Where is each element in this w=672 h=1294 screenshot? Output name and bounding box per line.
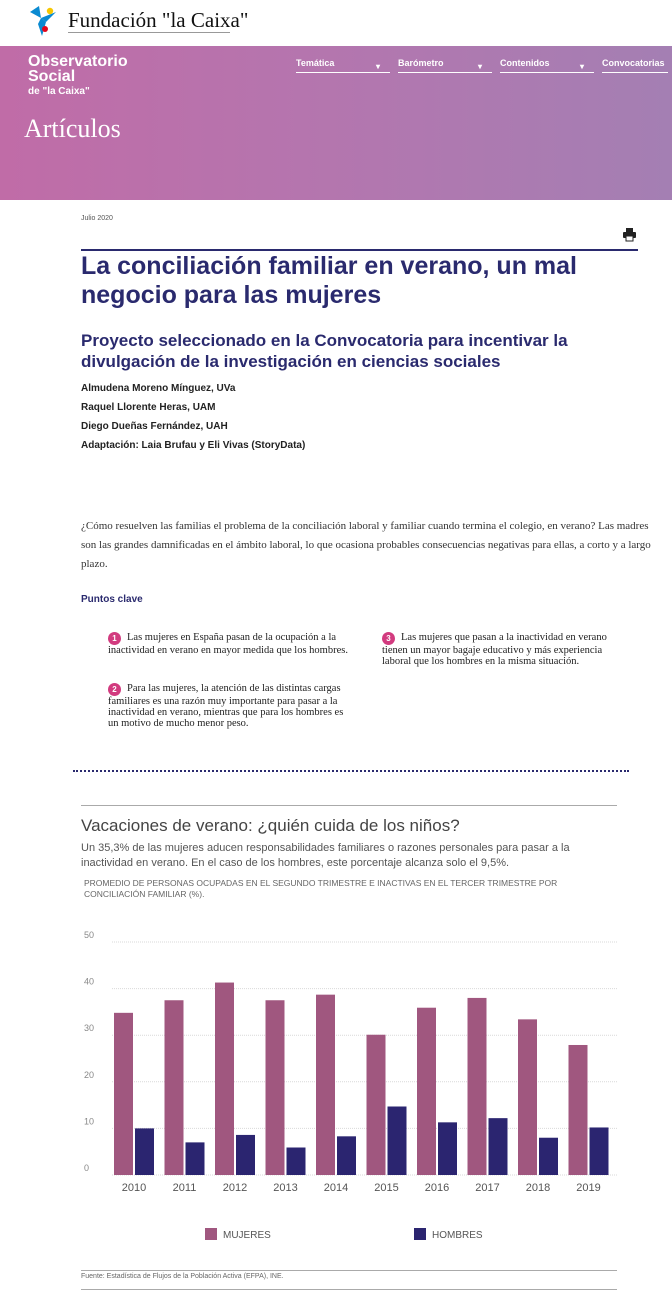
x-tick-label: 2011 <box>172 1182 197 1194</box>
x-tick-label: 2012 <box>222 1182 248 1194</box>
article-subtitle: Proyecto seleccionado en la Convocatoria para incentivar la divulgación de la investigación en ciencias sociales <box>81 331 568 371</box>
article-title: La conciliación familiar en verano, un mal negocio para las mujeres <box>81 252 577 309</box>
bar-mujeres <box>518 1019 537 1175</box>
key-point-number: 3 <box>382 632 395 645</box>
x-tick-label: 2014 <box>323 1182 349 1194</box>
x-tick-label: 2016 <box>424 1182 450 1194</box>
bar-hombres <box>186 1142 205 1175</box>
bar-hombres <box>539 1138 558 1175</box>
y-tick-label: 40 <box>84 976 95 987</box>
brand-name[interactable]: Fundación "la Caixa" <box>68 8 249 32</box>
legend-label: MUJERES <box>223 1230 271 1241</box>
chart-y-label: PROMEDIO DE PERSONAS OCUPADAS EN EL SEGUNDO TRIMESTRE E INACTIVAS EN EL TERCER TRIMESTRE POR CONCILIACIÓN FAMILIAR (%). <box>84 878 558 899</box>
y-tick-label: 30 <box>84 1023 95 1034</box>
bar-mujeres <box>367 1035 386 1175</box>
bar-hombres <box>135 1128 154 1175</box>
article-intro: ¿Cómo resuelven las familias el problema de la conciliación laboral y familiar cuando termina el colegio, en verano? Las madres son las grandes damnificadas en el ámbito laboral, lo que ocasiona probables consecuencias negativas para ellas, a corto y a largo plazo. <box>81 520 651 570</box>
author: Diego Dueñas Fernández, UAH <box>81 421 228 432</box>
source-rule <box>81 1270 617 1271</box>
nav-item-label: Temática <box>296 58 335 68</box>
bottom-rule <box>81 1289 617 1290</box>
observatorio-line1: Observatorio <box>28 53 128 70</box>
observatorio-line3: de "la Caixa" <box>28 86 90 97</box>
bar-hombres <box>287 1148 306 1175</box>
key-point-text: Las mujeres que pasan a la inactividad en verano tienen un mayor bagaje educativo y más experiencia laboral que los hombres en la misma situación. <box>382 632 607 667</box>
legend-item-mujeres <box>205 1228 271 1241</box>
chart-title: Vacaciones de verano: ¿quién cuida de los niños? <box>81 816 460 835</box>
article-date: Julio 2020 <box>81 215 113 222</box>
author: Raquel Llorente Heras, UAM <box>81 402 216 413</box>
chart-source: Fuente: Estadística de Flujos de la Población Activa (EFPA), INE. <box>81 1273 284 1280</box>
x-tick-label: 2013 <box>273 1182 298 1194</box>
bar-hombres <box>337 1136 356 1175</box>
key-point-text: Para las mujeres, la atención de las distintas cargas familiares es una razón muy importante para pasar a la inactividad en verano, mientras que para los hombres es un motivo de mucho menor peso. <box>108 683 344 729</box>
bar-mujeres <box>114 1013 133 1175</box>
bar-mujeres <box>215 983 234 1175</box>
legend-item-hombres <box>414 1228 483 1241</box>
bar-hombres <box>388 1106 407 1175</box>
bar-mujeres <box>569 1045 588 1175</box>
bar-mujeres <box>316 995 335 1175</box>
nav-item-label: Contenidos <box>500 58 550 68</box>
key-point-number: 1 <box>108 632 121 645</box>
bar-mujeres <box>165 1000 184 1175</box>
bar-hombres <box>438 1122 457 1175</box>
bar-hombres <box>590 1127 609 1175</box>
key-point-text: Las mujeres en España pasan de la ocupación a la inactividad en verano en mayor medida que los hombres. <box>108 632 348 656</box>
x-tick-label: 2019 <box>576 1182 601 1194</box>
x-tick-label: 2010 <box>121 1182 147 1194</box>
chevron-down-icon: ▾ <box>478 62 483 71</box>
chevron-down-icon: ▾ <box>580 62 585 71</box>
chart-subtitle: Un 35,3% de las mujeres aducen responsabilidades familiares o razones personales para pasar a la inactividad en verano. En el caso de los hombres, este porcentaje alcanza solo el 9,5%. <box>81 842 570 869</box>
bar-hombres <box>489 1118 508 1175</box>
legend-swatch <box>414 1228 426 1240</box>
bar-mujeres <box>417 1008 436 1175</box>
x-tick-label: 2015 <box>374 1182 399 1194</box>
x-tick-label: 2017 <box>475 1182 500 1194</box>
author: Adaptación: Laia Brufau y Eli Vivas (StoryData) <box>81 440 306 451</box>
bar-hombres <box>236 1135 255 1175</box>
y-tick-label: 0 <box>84 1163 90 1173</box>
section-title: Artículos <box>24 114 121 143</box>
y-tick-label: 10 <box>84 1116 95 1127</box>
y-tick-label: 20 <box>84 1069 95 1080</box>
bar-mujeres <box>468 998 487 1175</box>
observatorio-line2: Social <box>28 68 76 85</box>
key-points-title: Puntos clave <box>81 594 143 605</box>
y-tick-label: 50 <box>84 930 95 940</box>
legend-label: HOMBRES <box>432 1230 483 1241</box>
bar-mujeres <box>266 1000 285 1175</box>
legend-swatch <box>205 1228 217 1240</box>
nav-item-label: Barómetro <box>398 58 444 68</box>
author: Almudena Moreno Mínguez, UVa <box>81 383 236 394</box>
x-tick-label: 2018 <box>525 1182 551 1194</box>
chevron-down-icon: ▾ <box>376 62 381 71</box>
key-point-number: 2 <box>108 683 121 696</box>
nav-item-label: Convocatorias <box>602 58 665 68</box>
